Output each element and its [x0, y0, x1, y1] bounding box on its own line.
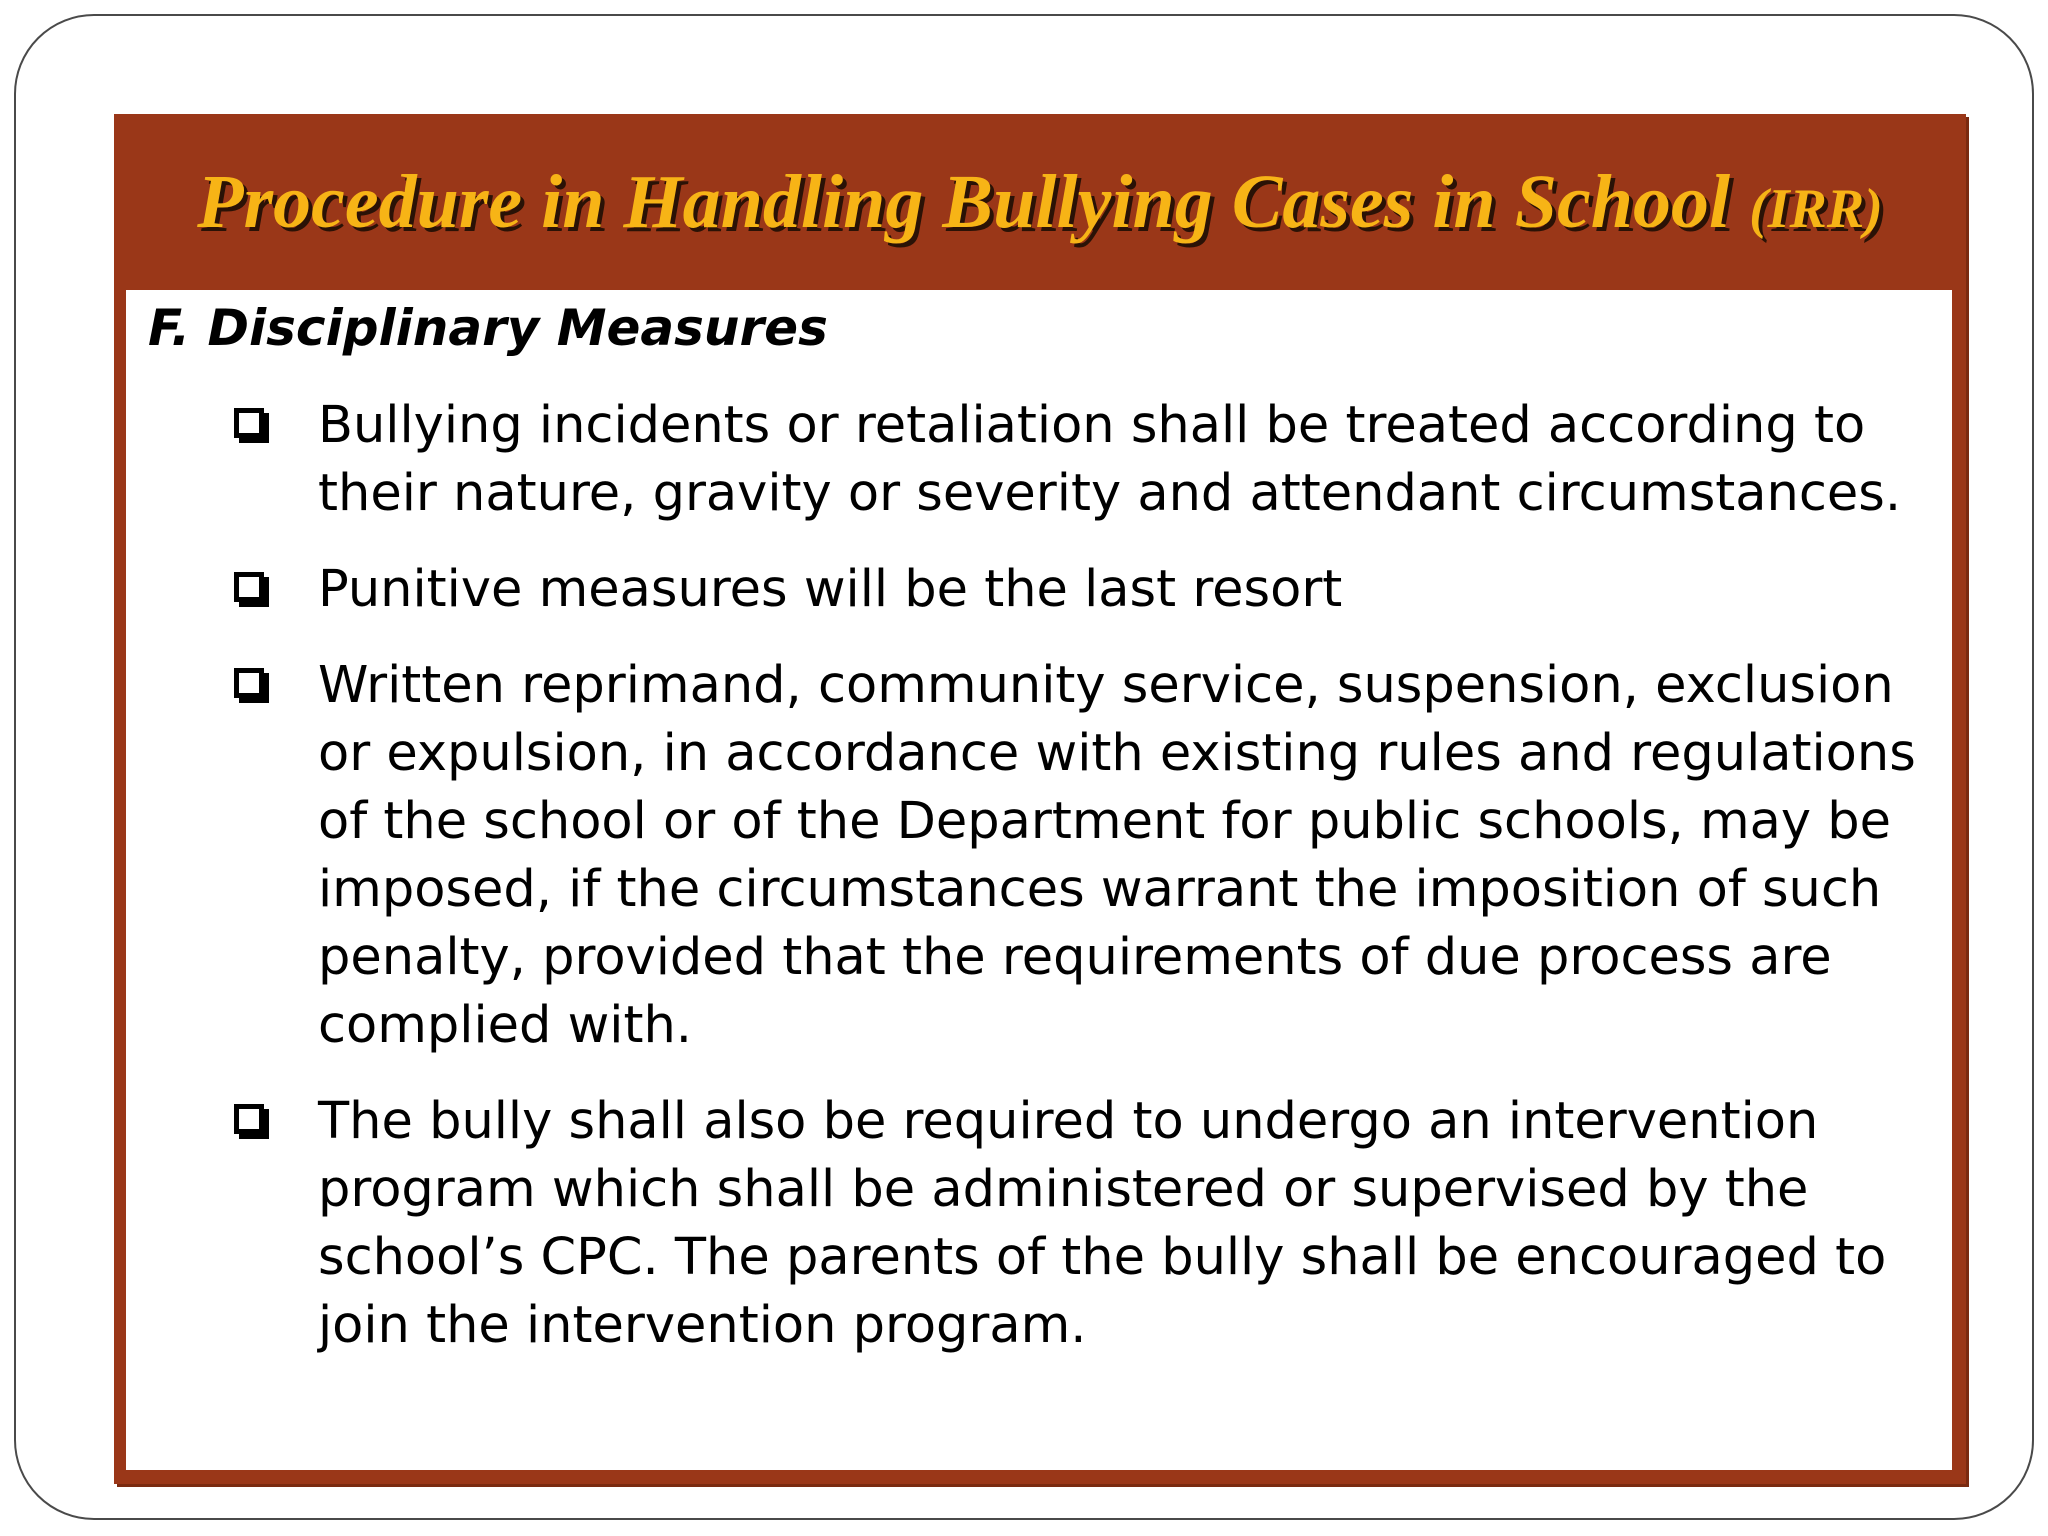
bullet-text: The bully shall also be required to undergo an intervention program which shall be administered or supervised by the school’s CPC. The parents of the bully shall be encouraged to join the intervention program.	[318, 1092, 1887, 1355]
slide	[14, 14, 2034, 1520]
slide-title	[197, 159, 1883, 246]
slide-title-suffix: (IRR)	[1749, 177, 1883, 240]
bullet-item	[126, 392, 1952, 528]
bullet-text: Punitive measures will be the last resort	[318, 560, 1343, 619]
bullet-item	[126, 556, 1952, 624]
checkbox-icon	[234, 572, 264, 602]
section-heading: F. Disciplinary Measures	[148, 299, 828, 357]
checkbox-icon	[234, 1104, 264, 1134]
bullet-text: Bullying incidents or retaliation shall be treated according to their nature, gravity or severity and attendant circumstances.	[318, 396, 1902, 523]
checkbox-icon	[234, 668, 264, 698]
bullet-item	[126, 1088, 1952, 1360]
slide-title-text: Procedure in Handling Bullying Cases in School	[197, 159, 1731, 244]
content-panel	[126, 290, 1952, 1470]
bullet-list	[126, 392, 1952, 1388]
title-band	[114, 114, 1966, 290]
content-frame	[114, 114, 1966, 1484]
checkbox-icon	[234, 408, 264, 438]
bullet-item	[126, 652, 1952, 1060]
bullet-text: Written reprimand, community service, suspension, exclusion or expulsion, in accordance with existing rules and regulations of the school or of the Department for public schools, may be imposed, if the circumstances warrant the imposition of such penalty, provided that the requirements of due process are complied with.	[318, 656, 1916, 1055]
